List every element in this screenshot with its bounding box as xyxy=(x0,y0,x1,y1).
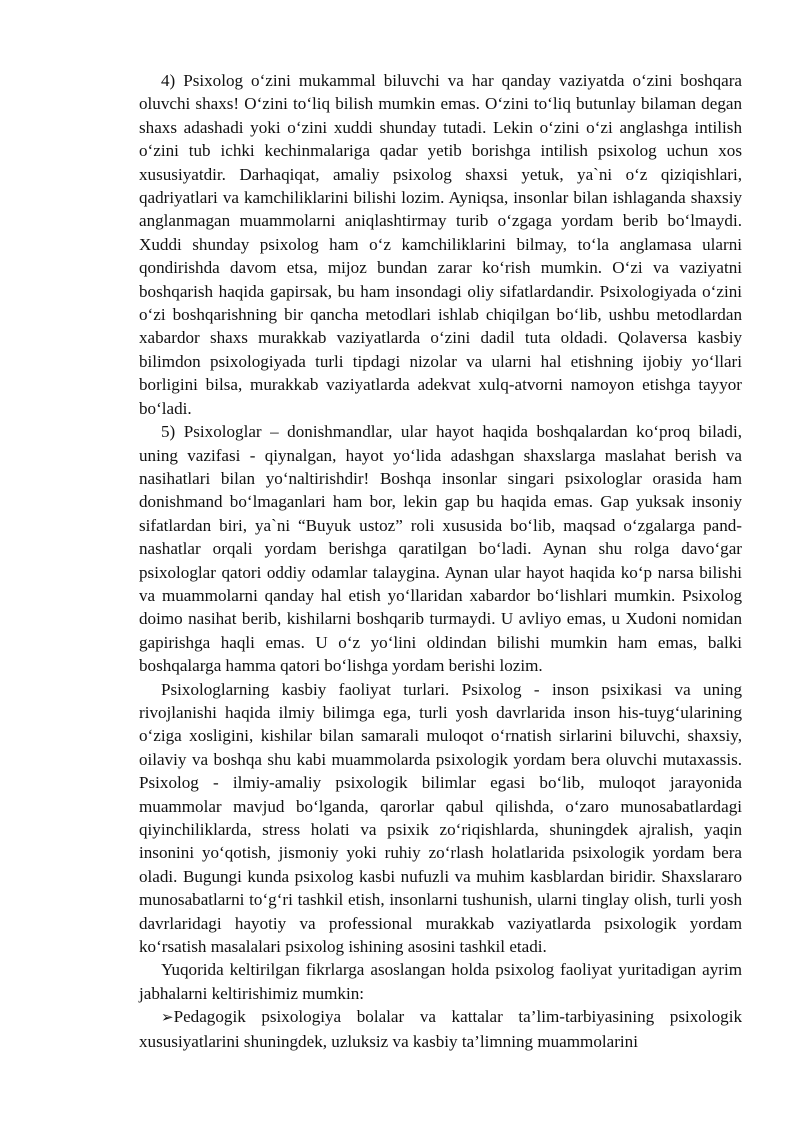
body-text xyxy=(139,69,742,1053)
arrow-bullet-icon: ➢ xyxy=(161,1008,174,1027)
paragraph-activity-types: Psixologlarning kasbiy faoliyat turlari. Psixolog - inson psixikasi va uning rivojlanishi haqida ilmiy bilimga ega, turli yosh davrlarida inson his-tuyg‘ularining o‘ziga xosligini, kishilar bilan samarali muloqot o‘rnatish sirlarini biluvchi, shaxsiy, oilaviy va boshqa shu kabi muammolarda psixologik yordam bera oluvchi mutaxassis. Psixolog - ilmiy-amaliy psixologik bilimlar egasi bo‘lib, muloqot jarayonida muammolar mavjud bo‘lganda, qarorlar qabul qilishda, o‘zaro munosabatlardagi qiyinchiliklarda, stress holati va psixik zo‘riqishlarda, shuningdek ajralish, yaqin insonini yo‘qotish, jismoniy yoki ruhiy zo‘rlash holatlarida psixologik yordam bera oladi. Bugungi kunda psixolog kasbi nufuzli va muhim kasblardan biridir. Shaxslararo munosabatlarni to‘g‘ri tashkil etish, insonlarni tushunish, ularni tinglay olish, turli yosh davrlaridagi hayotiy va professional murakkab vaziyatlarda psixologik yordam ko‘rsatish masalalari psixolog ishining asosini tashkil etadi. xyxy=(139,679,742,957)
paragraph-wise-men: 5) Psixologlar – donishmandlar, ular hayot haqida boshqalardan ko‘proq biladi, uning vazifasi - qiynalgan, hayot yo‘lida adashgan shaxslarga maslahat berish va nasihatlari bilan yo‘naltirishdir! Boshqa insonlar singari psixologlar orasida ham donishmand bo‘lmaganlari ham bor, lekin gap bu haqida emas. Gap yuksak insoniy sifatlardan biri, ya`ni “Buyuk ustoz” roli xususida bo‘lib, maqsad o‘zgalarga pand-nashatlar orqali yordam berishga qaratilgan bo‘ladi. Aynan shu rolga davo‘gar psixologlar qatori oddiy odamlar talaygina. Aynan ular hayot haqida ko‘p narsa bilishi va muammolarni qanday hal etish yo‘llaridan xabardor bo‘lishlari mumkin. Psixolog doimo nasihat berib, kishilarni boshqarib turmaydi. U avliyo emas, u Xudoni nomidan gapirishga haqli emas. U o‘z yo‘lini oldindan bilishi mumkin ham emas, balki boshqalarga hamma qatori bo‘lishga yordam berishi lozim. xyxy=(139,422,742,676)
paragraph-areas-intro: Yuqorida keltirilgan fikrlarga asoslangan holda psixolog faoliyat yuritadigan ayrim jabhalarni keltirishimiz mumkin: xyxy=(139,960,742,1003)
bullet-text: Pedagogik psixologiya bolalar va kattalar ta’lim-tarbiyasining psixologik xususiyatlarini shuningdek, uzluksiz va kasbiy ta’limning muammolarini xyxy=(139,1007,742,1051)
bullet-item xyxy=(139,1005,742,1053)
paragraph-self-knowledge: 4) Psixolog o‘zini mukammal biluvchi va har qanday vaziyatda o‘zini boshqara oluvchi shaxs! O‘zini to‘liq bilish mumkin emas. O‘zini to‘liq butunlay bilaman degan shaxs adashadi yoki o‘zini xuddi shunday tutadi. Lekin o‘zini o‘zi anglashga intilish o‘zini tub ichki kechinmalariga qadar yetib borishga intilish psixolog uchun xos xususiyatdir. Darhaqiqat, amaliy psixolog shaxsi yetuk, ya`ni o‘z qiziqishlari, qadriyatlari va kamchiliklarini bilishi lozim. Ayniqsa, insonlar bilan ishlaganda shaxsiy anglanmagan muammolarni aniqlashtirmay turib o‘zgaga yordam berib bo‘lmaydi. Xuddi shunday psixolog ham o‘z kamchiliklarini bilmay, to‘la anglamasa ularni qondirishda davom etsa, mijoz bundan zarar ko‘rish mumkin. O‘zi va vaziyatni boshqarish haqida gapirsak, bu ham insondagi oliy sifatlardandir. Psixologiyada o‘zini o‘zi boshqarishning bir qancha metodlari ishlab chiqilgan bo‘lib, ushbu metodlardan xabardor shaxs murakkab vaziyatlarda o‘zini dadil tuta oldadi. Qolaversa kasbiy bilimdon psixologiyada turli tipdagi nizolar va ularni hal etishning ijobiy yo‘llari borligini bilsa, murakkab vaziyatlarda adekvat xulq-atvorni namoyon etishga tayyor bo‘ladi. xyxy=(139,71,742,418)
